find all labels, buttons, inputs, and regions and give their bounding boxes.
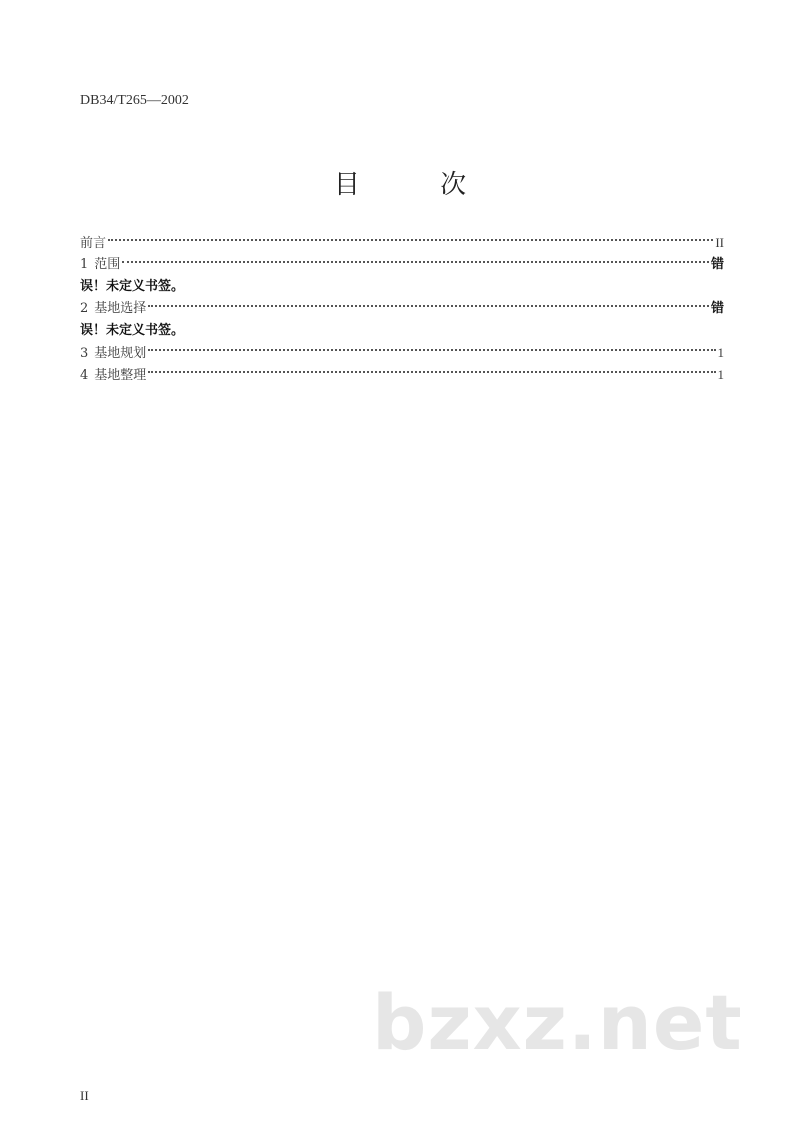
toc-entry-label: 基地整理 xyxy=(94,368,147,383)
toc-entry-site-preparation[interactable] xyxy=(80,364,724,386)
toc-leader-dots xyxy=(148,371,715,373)
toc-entry-label: 范围 xyxy=(94,257,121,272)
toc-error-message: 误！未定义书签。 xyxy=(80,323,185,338)
toc-leader-dots xyxy=(148,305,709,307)
toc-entry-number: 2 xyxy=(80,301,89,316)
toc-leader-dots xyxy=(108,239,713,241)
toc-entry-label: 前言 xyxy=(80,236,107,251)
toc-leader-dots xyxy=(148,349,715,351)
toc-entry-site-selection[interactable] xyxy=(80,298,724,320)
toc-entry-foreword[interactable] xyxy=(80,232,724,254)
toc-title: 目 次 xyxy=(333,170,503,200)
toc-leader-dots xyxy=(122,261,709,263)
watermark-logo: bzxz.net xyxy=(372,978,743,1067)
toc-page-ref-error: 错 xyxy=(710,257,724,272)
table-of-contents xyxy=(80,232,724,386)
document-code: DB34/T265—2002 xyxy=(80,93,189,108)
toc-page-ref-error: 错 xyxy=(710,301,724,316)
page-number: II xyxy=(80,1088,89,1103)
toc-entry-scope[interactable] xyxy=(80,254,724,276)
toc-page-ref: II xyxy=(715,235,724,250)
toc-page-ref: 1 xyxy=(717,367,724,382)
toc-entry-number: 1 xyxy=(80,257,89,272)
toc-entry-number: 4 xyxy=(80,368,89,383)
toc-error-message: 误！未定义书签。 xyxy=(80,279,185,294)
toc-entry-label: 基地规划 xyxy=(94,346,147,361)
toc-entry-site-planning[interactable] xyxy=(80,342,724,364)
toc-entry-label: 基地选择 xyxy=(94,301,147,316)
toc-page-ref: 1 xyxy=(717,345,724,360)
toc-entry-number: 3 xyxy=(80,346,89,361)
